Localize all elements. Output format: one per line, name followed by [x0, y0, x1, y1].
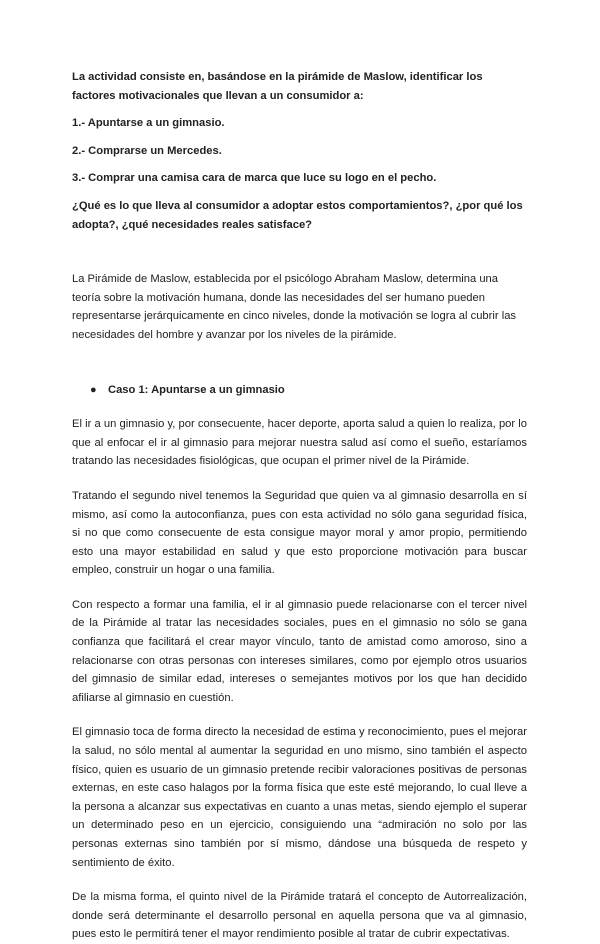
assignment-intro: La actividad consiste en, basándose en la pirámide de Maslow, identificar los factores motivacionales que llevan a un consumidor a: [72, 71, 483, 102]
case-1-paragraph-social: Con respecto a formar una familia, el ir al gimnasio puede relacionarse con el tercer nivel de la Pirámide al tratar las necesidades sociales, pues en el gimnasio no sólo se gana confianza que facilitará el crear mayor vínculo, tanto de amistad como amoroso, sino a relacionarse con otras personas con intereses similares, como por ejemplo otros usuarios del gimnasio de similar edad, intereses o semejantes motivos por los que han decidido afiliarse al gimnasio en cuestión. [72, 598, 527, 704]
case-1-heading [90, 381, 527, 400]
assignment-item-3: 3.- Comprar una camisa cara de marca que luce su logo en el pecho. [72, 172, 437, 185]
case-1-paragraph-esteem: El gimnasio toca de forma directo la necesidad de estima y reconocimiento, pues el mejorar la salud, no sólo mental al aumentar la seguridad en uno mismo, sino también el aspecto físico, quien es usuario de un gimnasio pretende recibir valoraciones positivas de personas externas, en este caso halagos por la forma física que este esté mejorando, lo cual lleve a la persona a alcanzar sus expectativas en cuanto a unas metas, siendo ejemplo el superar un determinado peso en un ejercicio, consiguiendo una “admiración no solo por las personas externas sino también por sí mismo, dándose una búsqueda de respeto y sentimiento de éxito. [72, 726, 527, 869]
assignment-closing-question: ¿Qué es lo que lleva al consumidor a adoptar estos comportamientos?, ¿por qué los adopta?, ¿qué necesidades reales satisface? [72, 199, 523, 231]
case-1-paragraph-safety: Tratando el segundo nivel tenemos la Seguridad que quien va al gimnasio desarrolla en sí mismo, así como la autoconfianza, pues con esta actividad no sólo gana seguridad física, si no que como consecuente de esta consigue mayor moral y amor propio, permitiendo esto una mayor estabilidad en salud y que esto proporcione motivación para buscar empleo, construir un hogar o una familia. [72, 489, 527, 577]
document-body [72, 68, 527, 944]
case-1-heading-text: Caso 1: Apuntarse a un gimnasio [108, 383, 285, 396]
assignment-item-2: 2.- Comprarse un Mercedes. [72, 144, 222, 157]
bullet-icon: ● [90, 383, 97, 396]
maslow-intro-paragraph: La Pirámide de Maslow, establecida por el psicólogo Abraham Maslow, determina una teoría sobre la motivación humana, donde las necesidades del ser humano pueden representarse jerárquicamente en cinco niveles, donde la motivación se logra al cubrir las necesidades del hombre y avanzar por los niveles de la pirámide. [72, 273, 517, 341]
case-1-paragraph-physiological: El ir a un gimnasio y, por consecuente, hacer deporte, aporta salud a quien lo realiza, por lo que al enfocar el ir al gimnasio para mejorar nuestra salud así como el sueño, estaríamos tratando las necesidades fisiológicas, que ocupan el primer nivel de la Pirámide. [72, 418, 527, 468]
case-1-paragraph-self-actualization: De la misma forma, el quinto nivel de la Pirámide tratará el concepto de Autorrealización, donde será determinante el desarrollo personal en aquella persona que va al gimnasio, pues esto le permitirá tener el mayor rendimiento posible al tratar de cubrir expectativas. [72, 891, 527, 941]
assignment-item-1: 1.- Apuntarse a un gimnasio. [72, 117, 225, 130]
